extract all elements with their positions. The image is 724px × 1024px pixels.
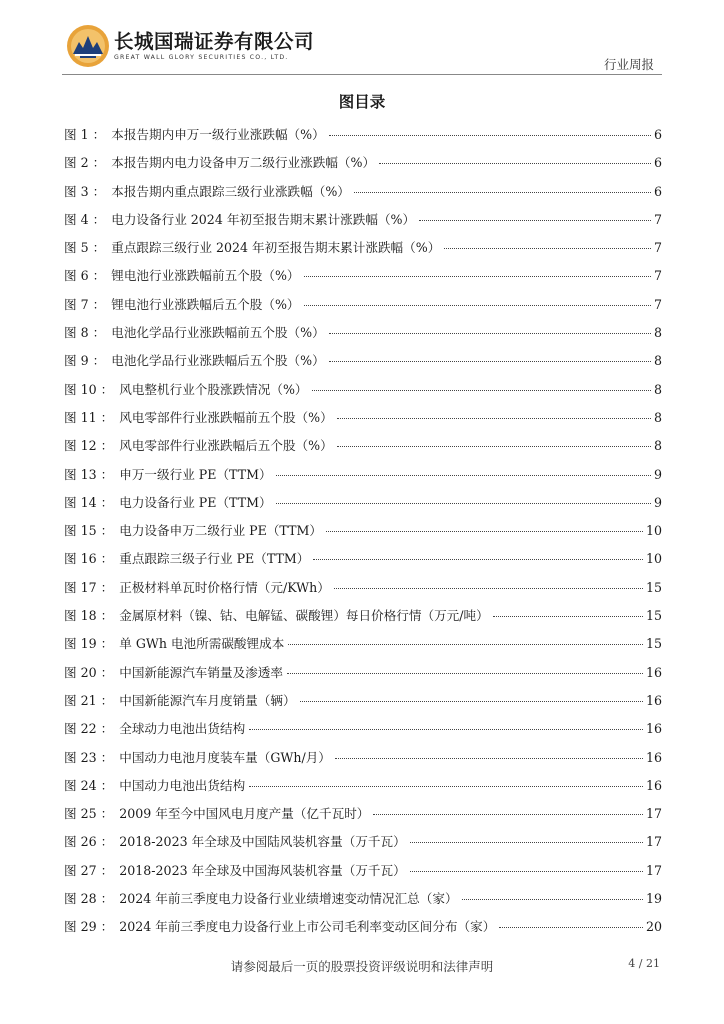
toc-entry-title: 正极材料单瓦时价格行情（元/KWh） bbox=[119, 579, 330, 595]
toc-entry-title: 电池化学品行业涨跌幅后五个股（%） bbox=[111, 353, 325, 369]
toc-entry[interactable] bbox=[64, 265, 662, 293]
toc-entry-number: 图 29 ： bbox=[64, 919, 114, 935]
toc-dot-leader bbox=[493, 616, 643, 617]
toc-entry-title: 中国动力电池出货结构 bbox=[119, 777, 246, 793]
toc-entry[interactable] bbox=[64, 831, 662, 859]
toc-entry[interactable] bbox=[64, 775, 662, 803]
toc-entry-number: 图 13 ： bbox=[64, 466, 114, 482]
toc-entry-number: 图 25 ： bbox=[64, 806, 114, 822]
toc-entry[interactable] bbox=[64, 662, 662, 690]
toc-entry-page: 6 bbox=[653, 155, 662, 171]
toc-entry[interactable] bbox=[64, 916, 662, 944]
toc-entry-page: 7 bbox=[653, 240, 662, 256]
toc-entry[interactable] bbox=[64, 379, 662, 407]
toc-dot-leader bbox=[337, 418, 651, 419]
toc-dot-leader bbox=[410, 871, 643, 872]
disclaimer-note: 请参阅最后一页的股票投资评级说明和法律声明 bbox=[230, 959, 494, 974]
toc-dot-leader bbox=[326, 531, 643, 532]
toc-entry[interactable] bbox=[64, 605, 662, 633]
toc-dot-leader bbox=[373, 814, 643, 815]
toc-entry-page: 10 bbox=[645, 551, 662, 567]
toc-entry-title: 2024 年前三季度电力设备行业业绩增速变动情况汇总（家） bbox=[119, 891, 458, 907]
toc-dot-leader bbox=[276, 475, 651, 476]
toc-entry-page: 17 bbox=[645, 834, 662, 850]
toc-dot-leader bbox=[304, 305, 651, 306]
toc-entry-title: 风电零部件行业涨跌幅后五个股（%） bbox=[119, 438, 333, 454]
toc-entry[interactable] bbox=[64, 888, 662, 916]
toc-entry[interactable] bbox=[64, 322, 662, 350]
toc-dot-leader bbox=[288, 644, 643, 645]
toc-entry[interactable] bbox=[64, 718, 662, 746]
toc-entry[interactable] bbox=[64, 407, 662, 435]
toc-entry-page: 6 bbox=[653, 127, 662, 142]
toc-entry-title: 电力设备申万二级行业 PE（TTM） bbox=[119, 523, 322, 539]
toc-dot-leader bbox=[335, 758, 643, 759]
toc-entry-title: 申万一级行业 PE（TTM） bbox=[119, 466, 272, 482]
toc-entry[interactable] bbox=[64, 237, 662, 265]
toc-dot-leader bbox=[287, 673, 643, 674]
toc-entry[interactable] bbox=[64, 747, 662, 775]
toc-entry[interactable] bbox=[64, 181, 662, 209]
toc-entry-page: 9 bbox=[653, 494, 662, 510]
toc-entry-title: 重点跟踪三级行业 2024 年初至报告期末累计涨跌幅（%） bbox=[111, 240, 441, 256]
toc-entry-number: 图 14 ： bbox=[64, 494, 114, 510]
toc-entry-page: 16 bbox=[645, 692, 662, 708]
toc-entry-page: 7 bbox=[653, 211, 662, 227]
page-number: 4 / 21 bbox=[628, 957, 660, 970]
toc-dot-leader bbox=[300, 701, 643, 702]
toc-entry-title: 风电整机行业个股涨跌情况（%） bbox=[119, 381, 308, 397]
toc-dot-leader bbox=[410, 842, 643, 843]
toc-dot-leader bbox=[499, 927, 643, 928]
toc-entry-number: 图 1 ： bbox=[64, 127, 106, 142]
toc-entry-number: 图 12 ： bbox=[64, 438, 114, 454]
toc-entry[interactable] bbox=[64, 464, 662, 492]
toc-dot-leader bbox=[312, 390, 651, 391]
toc-dot-leader bbox=[419, 220, 651, 221]
toc-entry[interactable] bbox=[64, 124, 662, 152]
toc-entry-number: 图 5 ： bbox=[64, 240, 106, 256]
toc-dot-leader bbox=[249, 786, 643, 787]
toc-entry[interactable] bbox=[64, 633, 662, 661]
toc-entry-title: 2018-2023 年全球及中国陆风装机容量（万千瓦） bbox=[119, 834, 406, 850]
toc-entry[interactable] bbox=[64, 577, 662, 605]
toc-dot-leader bbox=[249, 729, 643, 730]
toc-entry-number: 图 8 ： bbox=[64, 325, 106, 341]
toc-entry-number: 图 15 ： bbox=[64, 523, 114, 539]
toc-dot-leader bbox=[337, 446, 651, 447]
brand-name-cn: 长城国瑞证券有限公司 bbox=[114, 30, 315, 53]
toc-entry-number: 图 26 ： bbox=[64, 834, 114, 850]
toc-entry-page: 17 bbox=[645, 862, 662, 878]
toc-entry-number: 图 19 ： bbox=[64, 636, 114, 652]
toc-entry-title: 锂电池行业涨跌幅后五个股（%） bbox=[111, 296, 300, 312]
toc-dot-leader bbox=[304, 276, 651, 277]
toc-entry-title: 电池化学品行业涨跌幅前五个股（%） bbox=[111, 325, 325, 341]
toc-entry-page: 16 bbox=[645, 664, 662, 680]
toc-entry-page: 7 bbox=[653, 296, 662, 312]
toc-entry-title: 本报告期内重点跟踪三级行业涨跌幅（%） bbox=[111, 183, 350, 199]
toc-entry-number: 图 22 ： bbox=[64, 721, 114, 737]
toc-entry-page: 16 bbox=[645, 749, 662, 765]
toc-entry-page: 10 bbox=[645, 523, 662, 539]
toc-dot-leader bbox=[334, 588, 643, 589]
toc-entry[interactable] bbox=[64, 492, 662, 520]
toc-entry[interactable] bbox=[64, 548, 662, 576]
toc-entry[interactable] bbox=[64, 520, 662, 548]
toc-entry-title: 中国动力电池月度装车量（GWh/月） bbox=[119, 749, 331, 765]
toc-entry-page: 9 bbox=[653, 466, 662, 482]
toc-entry[interactable] bbox=[64, 803, 662, 831]
toc-entry-page: 17 bbox=[645, 806, 662, 822]
toc-entry-title: 电力设备行业 2024 年初至报告期末累计涨跌幅（%） bbox=[111, 211, 416, 227]
toc-dot-leader bbox=[462, 899, 643, 900]
toc-entry-title: 中国新能源汽车销量及渗透率 bbox=[119, 664, 283, 680]
table-of-figures bbox=[64, 124, 662, 945]
toc-entry[interactable] bbox=[64, 294, 662, 322]
toc-entry-number: 图 7 ： bbox=[64, 296, 106, 312]
toc-entry-number: 图 20 ： bbox=[64, 664, 114, 680]
toc-entry-page: 15 bbox=[645, 579, 662, 595]
toc-entry[interactable] bbox=[64, 435, 662, 463]
toc-entry-number: 图 10 ： bbox=[64, 381, 114, 397]
toc-entry-page: 6 bbox=[653, 183, 662, 199]
toc-entry-number: 图 4 ： bbox=[64, 211, 106, 227]
toc-entry-page: 7 bbox=[653, 268, 662, 284]
report-type-label: 行业周报 bbox=[603, 57, 654, 72]
toc-entry-page: 20 bbox=[645, 919, 662, 935]
toc-entry[interactable] bbox=[64, 350, 662, 378]
toc-dot-leader bbox=[329, 135, 651, 136]
toc-entry[interactable] bbox=[64, 690, 662, 718]
toc-entry-title: 风电零部件行业涨跌幅前五个股（%） bbox=[119, 409, 333, 425]
toc-entry-number: 图 23 ： bbox=[64, 749, 114, 765]
toc-dot-leader bbox=[444, 248, 651, 249]
toc-entry-number: 图 3 ： bbox=[64, 183, 106, 199]
toc-entry-title: 本报告期内电力设备申万二级行业涨跌幅（%） bbox=[111, 155, 376, 171]
toc-entry-title: 全球动力电池出货结构 bbox=[119, 721, 246, 737]
toc-dot-leader bbox=[379, 163, 651, 164]
toc-entry-title: 中国新能源汽车月度销量（辆） bbox=[119, 692, 296, 708]
toc-entry-title: 电力设备行业 PE（TTM） bbox=[119, 494, 272, 510]
toc-entry-page: 8 bbox=[653, 325, 662, 341]
toc-entry-title: 本报告期内申万一级行业涨跌幅（%） bbox=[111, 127, 325, 142]
toc-entry-title: 金属原材料（镍、钴、电解锰、碳酸锂）每日价格行情（万元/吨） bbox=[119, 608, 489, 624]
toc-dot-leader bbox=[329, 333, 651, 334]
toc-dot-leader bbox=[313, 559, 643, 560]
toc-entry-page: 15 bbox=[645, 636, 662, 652]
brand-name-en: GREAT WALL GLORY SECURITIES CO., LTD. bbox=[114, 54, 289, 61]
toc-entry[interactable] bbox=[64, 209, 662, 237]
toc-entry-page: 16 bbox=[645, 721, 662, 737]
toc-entry[interactable] bbox=[64, 860, 662, 888]
toc-entry-number: 图 28 ： bbox=[64, 891, 114, 907]
toc-entry-number: 图 6 ： bbox=[64, 268, 106, 284]
toc-entry-page: 16 bbox=[645, 777, 662, 793]
toc-entry-page: 8 bbox=[653, 353, 662, 369]
toc-entry-number: 图 16 ： bbox=[64, 551, 114, 567]
toc-entry-title: 单 GWh 电池所需碳酸锂成本 bbox=[119, 636, 285, 652]
toc-dot-leader bbox=[354, 192, 651, 193]
toc-dot-leader bbox=[276, 503, 651, 504]
toc-entry-title: 2018-2023 年全球及中国海风装机容量（万千瓦） bbox=[119, 862, 406, 878]
toc-entry-title: 锂电池行业涨跌幅前五个股（%） bbox=[111, 268, 300, 284]
toc-entry-number: 图 27 ： bbox=[64, 862, 114, 878]
toc-entry-number: 图 24 ： bbox=[64, 777, 114, 793]
header-divider bbox=[62, 74, 662, 75]
toc-entry-page: 15 bbox=[645, 608, 662, 624]
toc-entry-title: 2024 年前三季度电力设备行业上市公司毛利率变动区间分布（家） bbox=[119, 919, 496, 935]
toc-entry-number: 图 17 ： bbox=[64, 579, 114, 595]
toc-entry-number: 图 9 ： bbox=[64, 353, 106, 369]
toc-entry-page: 8 bbox=[653, 409, 662, 425]
toc-entry-number: 图 2 ： bbox=[64, 155, 106, 171]
toc-entry-number: 图 11 ： bbox=[64, 409, 114, 425]
toc-entry-title: 重点跟踪三级子行业 PE（TTM） bbox=[119, 551, 310, 567]
toc-entry-number: 图 21 ： bbox=[64, 692, 114, 708]
toc-entry-page: 8 bbox=[653, 438, 662, 454]
toc-dot-leader bbox=[329, 361, 651, 362]
toc-title: 图目录 bbox=[338, 93, 386, 111]
toc-entry[interactable] bbox=[64, 152, 662, 180]
toc-entry-page: 8 bbox=[653, 381, 662, 397]
toc-entry-title: 2009 年至今中国风电月度产量（亿千瓦时） bbox=[119, 806, 370, 822]
toc-entry-page: 19 bbox=[645, 891, 662, 907]
great-wall-glory-logo-icon bbox=[66, 24, 110, 68]
toc-entry-number: 图 18 ： bbox=[64, 608, 114, 624]
page-header bbox=[0, 0, 724, 80]
